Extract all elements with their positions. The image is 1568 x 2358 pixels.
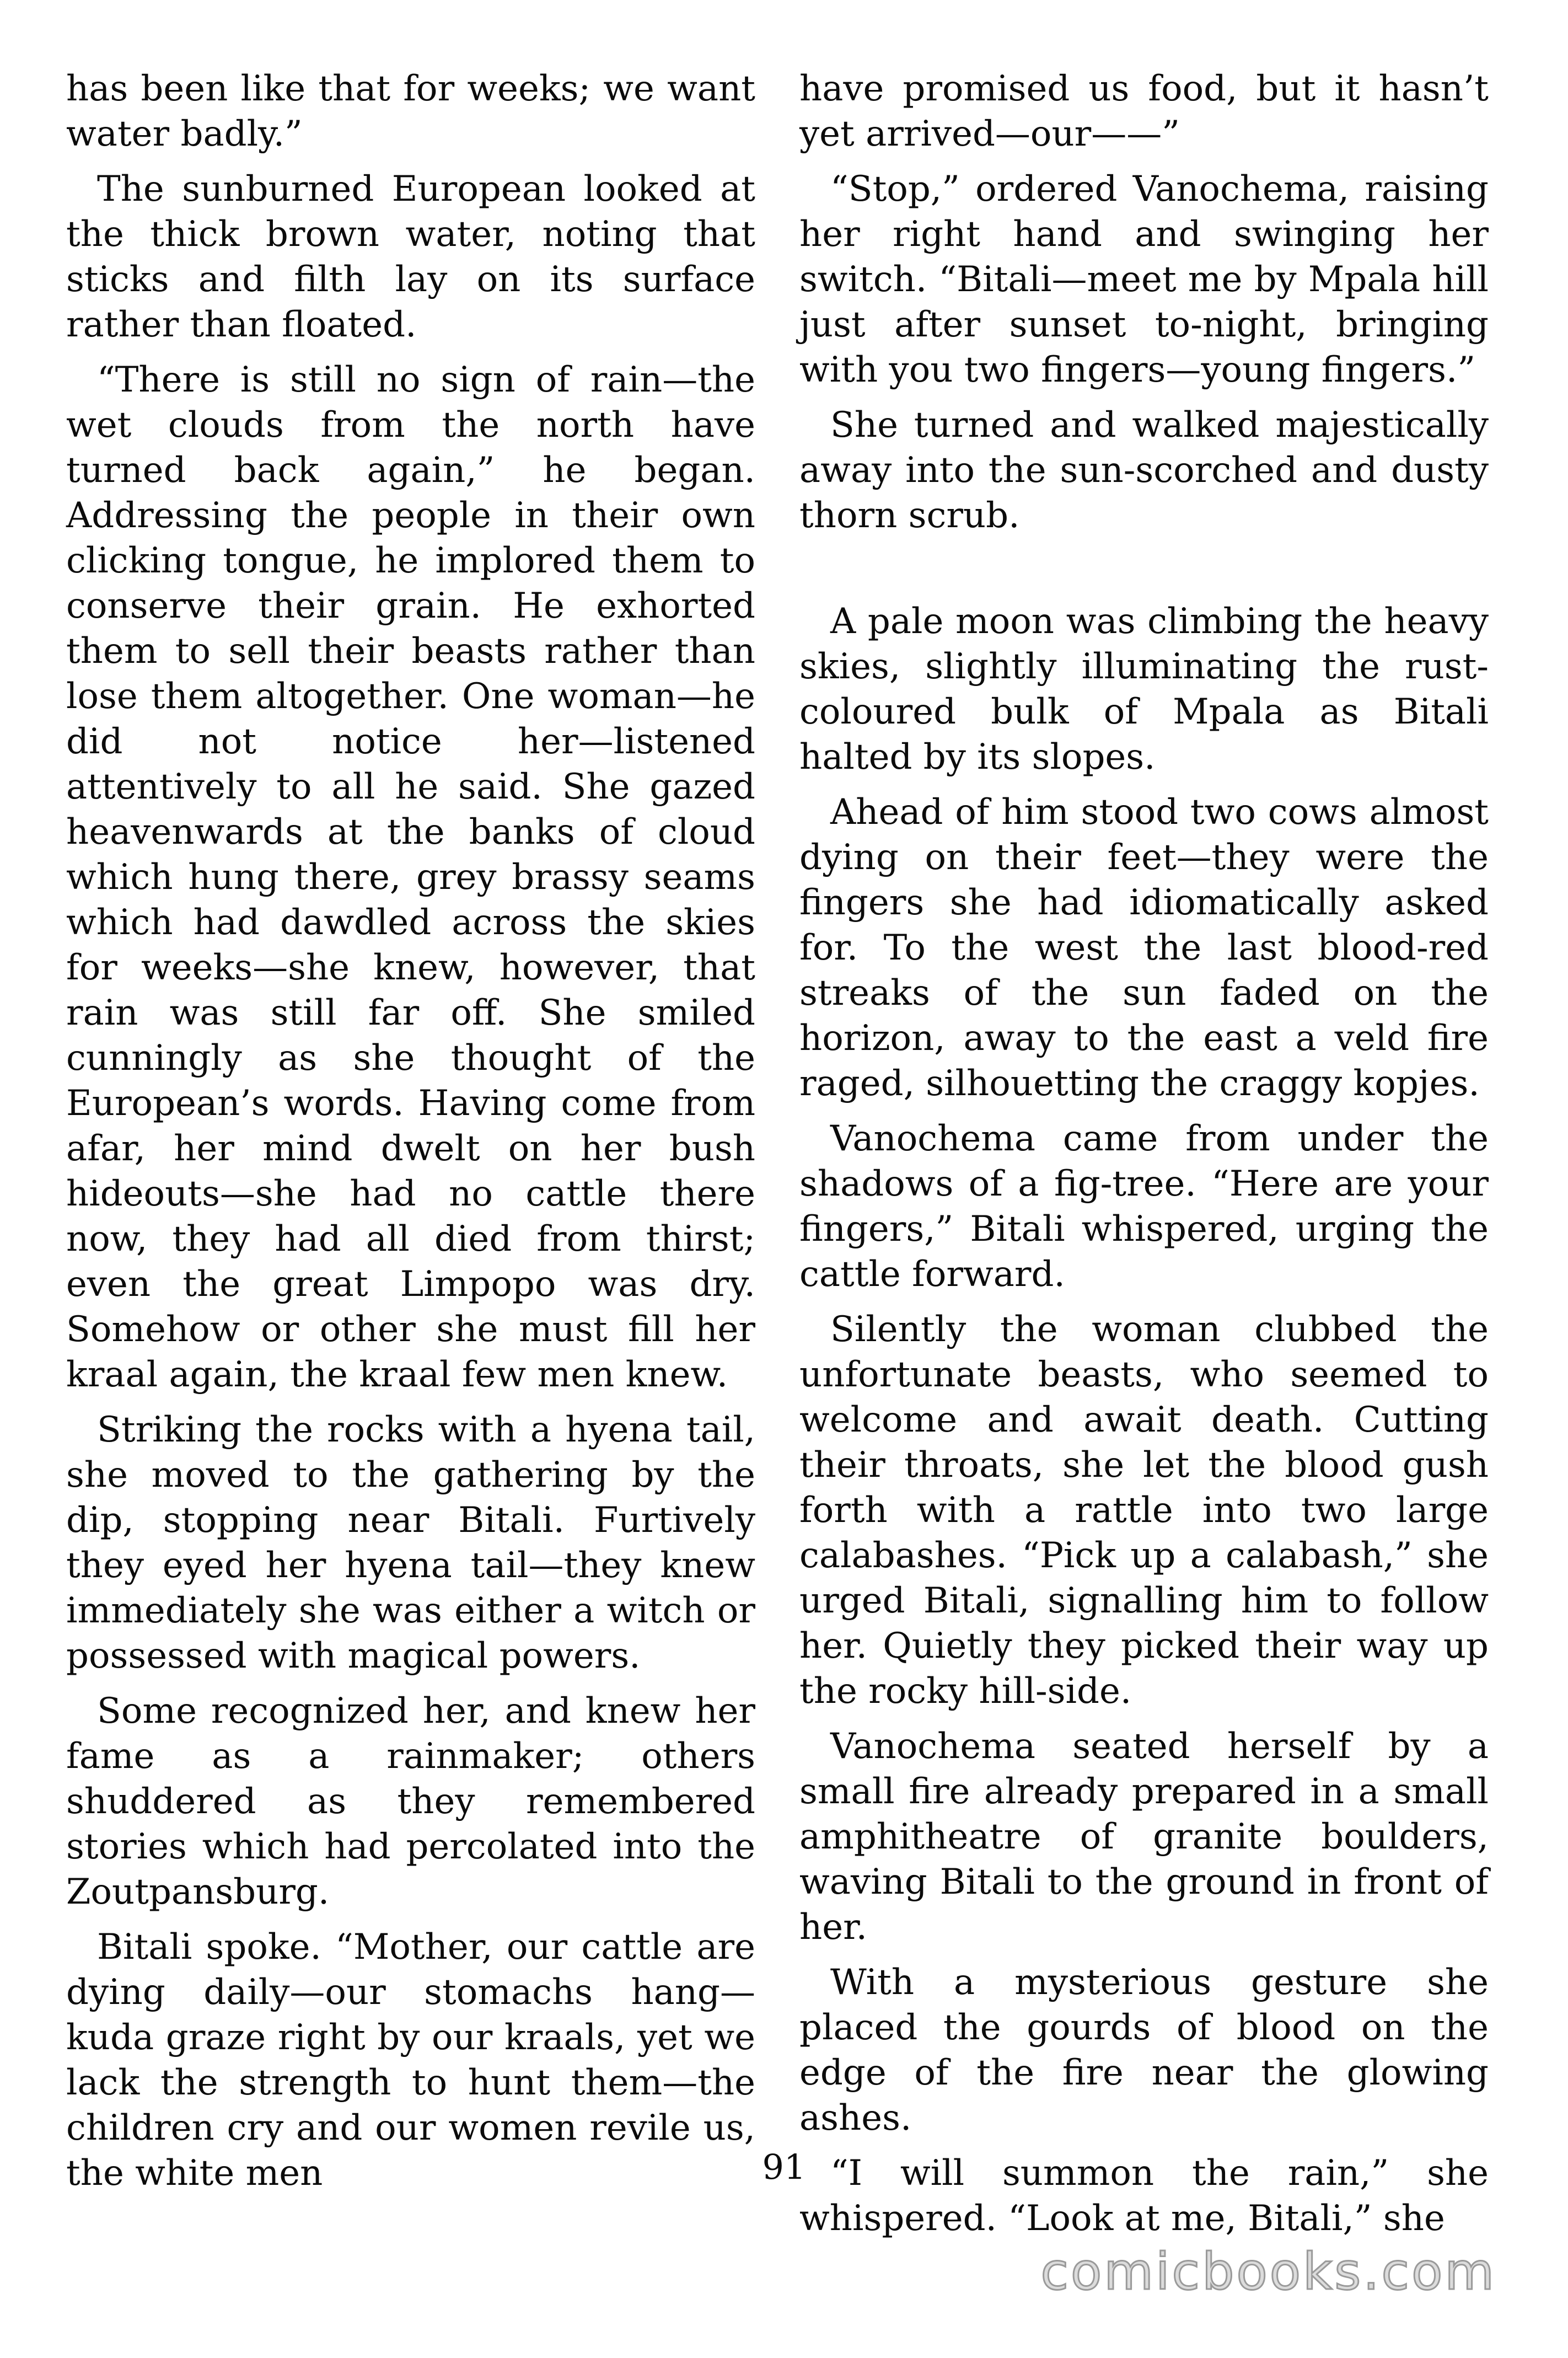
watermark-logo: comicbooks.com <box>1040 2242 1496 2301</box>
right-paragraph-5: Ahead of him stood two cows almost dying on their feet—they were the fingers she had idiomatically asked for. To the west the last blood-red streaks of the sun faded on the horizon, away to the east a veld fire raged, silhouetting the craggy kopjes. <box>799 792 1489 1104</box>
left-paragraph-6: Bitali spoke. “Mother, our cattle are dying daily—our stomachs hang—kuda graze right by our kraals, yet we lack the strength to hunt them—the children cry and our women revile us, the white men <box>66 1927 755 2194</box>
right-paragraph-3: She turned and walked majestically away into the sun-scorched and dusty thorn scrub. <box>799 405 1489 536</box>
right-paragraph-1: have promised us food, but it hasn’t yet arrived—our——” <box>799 68 1489 154</box>
right-paragraph-2: “Stop,” ordered Vanochema, raising her right hand and swinging her switch. “Bitali—meet me by Mpala hill just after sunset to-night, bringing with you two fingers—young fingers.” <box>799 169 1489 390</box>
page-number: 91 <box>762 2147 806 2187</box>
left-paragraph-1: has been like that for weeks; we want water badly.” <box>66 68 755 154</box>
right-paragraph-7: Silently the woman clubbed the unfortunate beasts, who seemed to welcome and await death. Cutting their throats, she let the blood gush forth with a rattle into two large calabashes. “Pick up a calabash,” she urged Bitali, signalling him to follow her. Quietly they picked their way up the rocky hill-side. <box>799 1309 1489 1712</box>
right-paragraph-6: Vanochema came from under the shadows of a fig-tree. “Here are your fingers,” Bitali whispered, urging the cattle forward. <box>799 1118 1489 1295</box>
right-paragraph-8: Vanochema seated herself by a small fire already prepared in a small amphitheatre of granite boulders, waving Bitali to the ground in front of her. <box>799 1726 1489 1948</box>
right-text-column <box>799 66 1489 2241</box>
left-paragraph-3: “There is still no sign of rain—the wet clouds from the north have turned back again,” he began. Addressing the people in their own clicking tongue, he implored them to conserve their grain. He exhorted them to sell their beasts rather than lose them altogether. One woman—he did not notice her—listened attentively to all he said. She gazed heavenwards at the banks of cloud which hung there, grey brassy seams which had dawdled across the skies for weeks—she knew, however, that rain was still far off. She smiled cunningly as she thought of the European’s words. Having come from afar, her mind dwelt on her bush hideouts—she had no cattle there now, they had all died from thirst; even the great Limpopo was dry. Somehow or other she must fill her kraal again, the kraal few men knew. <box>66 360 755 1395</box>
left-paragraph-4: Striking the rocks with a hyena tail, she moved to the gathering by the dip, stopping near Bitali. Furtively they eyed her hyena tail—they knew immediately she was either a witch or possessed with magical powers. <box>66 1410 755 1676</box>
right-paragraph-4: A pale moon was climbing the heavy skies, slightly illuminating the rust-coloured bulk of Mpala as Bitali halted by its slopes. <box>799 601 1489 778</box>
left-paragraph-5: Some recognized her, and knew her fame as a rainmaker; others shuddered as they remembered stories which had percolated into the Zoutpansburg. <box>66 1691 755 1912</box>
left-text-column <box>66 66 755 2196</box>
right-paragraph-10: “I will summon the rain,” she whispered. “Look at me, Bitali,” she <box>799 2153 1489 2239</box>
left-paragraph-2: The sunburned European looked at the thick brown water, noting that sticks and filth lay on its surface rather than floated. <box>66 169 755 345</box>
right-paragraph-9: With a mysterious gesture she placed the gourds of blood on the edge of the fire near the glowing ashes. <box>799 1962 1489 2139</box>
